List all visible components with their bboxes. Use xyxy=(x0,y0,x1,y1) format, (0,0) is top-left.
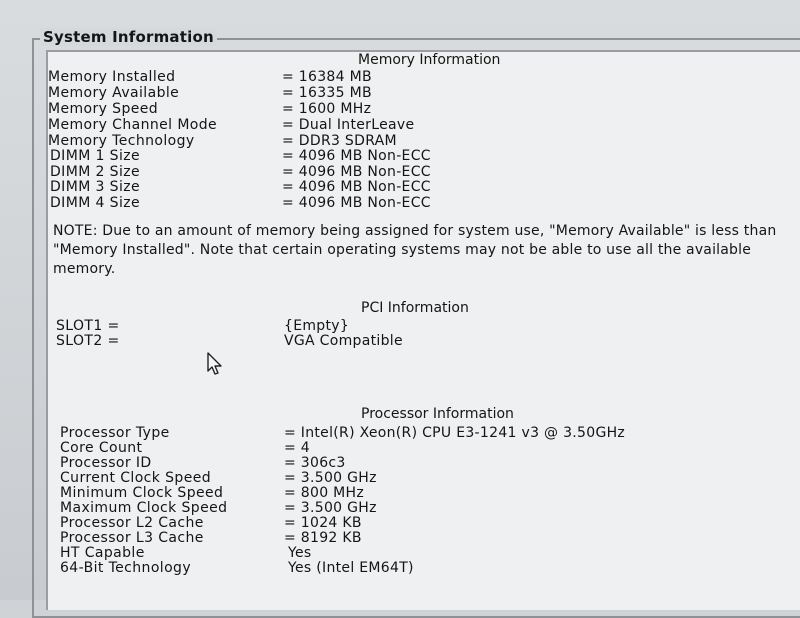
row-label: SLOT1 = xyxy=(56,318,120,334)
row-value: = 4096 MB Non-ECC xyxy=(282,148,431,164)
row-value: VGA Compatible xyxy=(284,333,403,349)
memory-information-header: Memory Information xyxy=(358,52,501,68)
row-value: = 4096 MB Non-ECC xyxy=(282,195,431,211)
row-value: Yes (Intel EM64T) xyxy=(288,560,414,576)
row-value: = 1024 KB xyxy=(284,515,362,531)
row-label: Memory Speed xyxy=(48,101,159,117)
row-label: HT Capable xyxy=(60,545,145,561)
row-value: = Intel(R) Xeon(R) CPU E3-1241 v3 @ 3.50GHz xyxy=(284,425,626,441)
row-value: = 800 MHz xyxy=(284,485,365,501)
row-value: = 3.500 GHz xyxy=(284,470,377,486)
row-value: = 16384 MB xyxy=(282,69,372,85)
row-value: Yes xyxy=(288,545,312,561)
row-label: Current Clock Speed xyxy=(60,470,212,486)
row-label: DIMM 4 Size xyxy=(50,195,141,211)
row-value: = 1600 MHz xyxy=(282,101,372,117)
row-label: 64-Bit Technology xyxy=(60,560,192,576)
row-label: Maximum Clock Speed xyxy=(60,500,228,516)
memory-note: NOTE: Due to an amount of memory being assigned for system use, "Memory Available" is less than "Memory Installed". Note that certain operating systems may not be able to use all the available memory. xyxy=(53,223,777,277)
row-label: Processor ID xyxy=(60,455,152,471)
row-value: = 306c3 xyxy=(284,455,346,471)
row-label: Memory Available xyxy=(48,85,180,101)
row-label: Memory Channel Mode xyxy=(48,117,218,133)
processor-information-header: Processor Information xyxy=(361,406,514,422)
row-label: Memory Technology xyxy=(48,133,195,149)
row-label: SLOT2 = xyxy=(56,333,120,349)
row-value: = 4096 MB Non-ECC xyxy=(282,164,431,180)
row-label: Processor L3 Cache xyxy=(60,530,204,546)
row-value: = 4 xyxy=(284,440,310,456)
row-label: Core Count xyxy=(60,440,143,456)
row-value: = 8192 KB xyxy=(284,530,362,546)
row-label: Processor L2 Cache xyxy=(60,515,204,531)
row-label: DIMM 2 Size xyxy=(50,164,141,180)
row-label: Processor Type xyxy=(60,425,170,441)
row-label: DIMM 3 Size xyxy=(50,179,141,195)
row-value: {Empty} xyxy=(284,318,350,334)
row-value: = 16335 MB xyxy=(282,85,372,101)
row-value: = 4096 MB Non-ECC xyxy=(282,179,431,195)
row-label: DIMM 1 Size xyxy=(50,148,141,164)
row-label: Memory Installed xyxy=(48,69,176,85)
row-value: = Dual InterLeave xyxy=(282,117,415,133)
row-value: = DDR3 SDRAM xyxy=(282,133,397,149)
pci-information-header: PCI Information xyxy=(361,300,469,316)
group-title: System Information xyxy=(40,28,217,46)
row-value: = 3.500 GHz xyxy=(284,500,377,516)
mouse-pointer-icon xyxy=(206,352,224,376)
row-label: Minimum Clock Speed xyxy=(60,485,224,501)
